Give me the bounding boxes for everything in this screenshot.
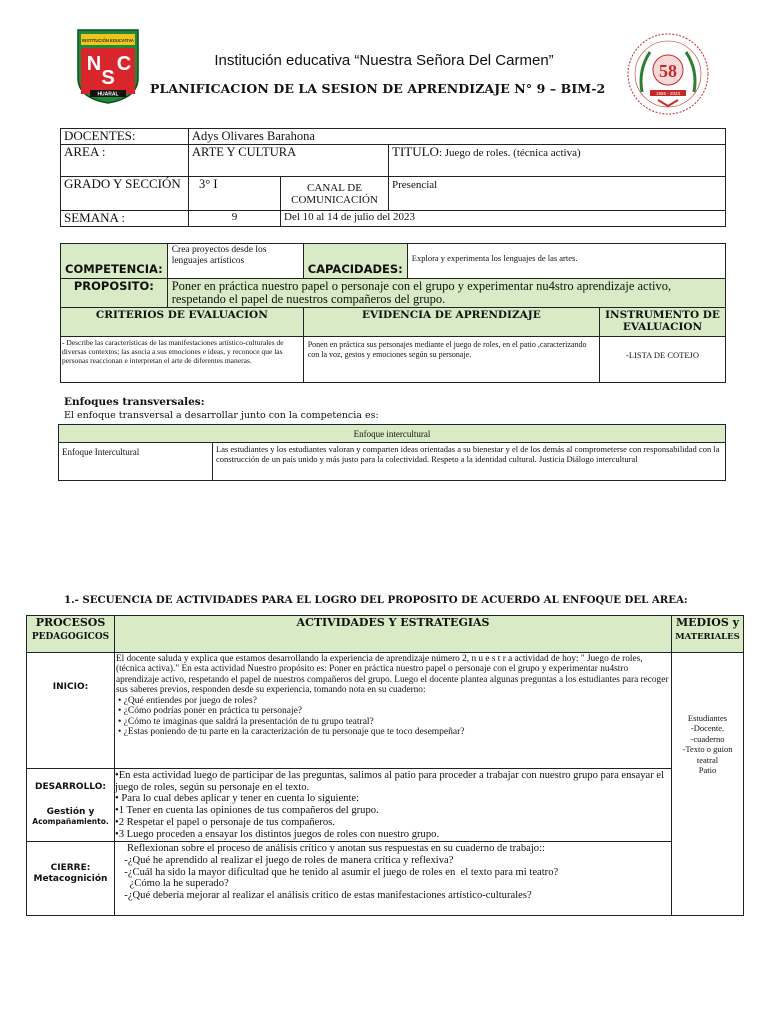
- medios-cell: [672, 653, 744, 916]
- logo-letter-s: S: [101, 67, 115, 89]
- desarrollo-item: • Para lo cual debes aplicar y tener en cuenta lo siguiente:: [115, 793, 360, 805]
- criterios-value: - Describe las características de las manifestaciones artístico-culturales de diversas contextos; las asocia a sus emociones e ideas, y reconoce que las personas reaccionan e interpretan el arte de diferentes maneras.: [61, 337, 304, 383]
- secuencia-table: [26, 615, 744, 916]
- medios-header-2: MATERIALES: [675, 631, 740, 642]
- anniversary-years: 1965 - 2023: [655, 91, 681, 96]
- enfoque-description: Las estudiantes y los estudiantes valoran y comparten ideas orientadas a su bienestar y el de los demás al comprometerse con responsabilidad con la construcción de un país unido y más justo para la colectividad. Respeto a la identidad cultural. Justicia Diálogo intercultural: [213, 443, 726, 481]
- inicio-intro: El docente saluda y explica que estamos desarrollando la experiencia de aprendizaje número 2, n u e s t r a actividad de hoy: " Juego de roles, (técnica activa)." En esta actividad Nuestro propósito es: Poner en práctica nuestro papel o personaje con el grupo y experimentar nu4stro aprendizaje activo, respetando el papel de nuestros compañeros del grupo. Luego el docente plantea algunas preguntas a los estudiantes para recoger sus saberes previos, responden desde su experiencia, tomando nota en su cuaderno:: [116, 654, 669, 696]
- desarrollo-item: •1 Tener en cuenta las opiniones de tus compañeros del grupo.: [115, 805, 379, 817]
- institution-name: Institución educativa “Nuestra Señora Del Carmen”: [214, 52, 554, 69]
- desarrollo-item: •3 Luego proceden a ensayar los distintos juegos de roles con nuestro grupo.: [115, 828, 440, 840]
- canal-label: CANAL DE COMUNICACIÓN: [281, 177, 389, 211]
- cierre-item: ¿Cómo la he superado?: [119, 878, 229, 890]
- criterios-header: CRITERIOS DE EVALUACION: [61, 308, 304, 337]
- medios-item: Patio: [698, 765, 717, 776]
- competencia-label: COMPETENCIA:: [61, 244, 168, 279]
- enfoques-subtitle: El enfoque transversal a desarrollar junto con la competencia es:: [64, 410, 379, 421]
- titulo-cell: [389, 145, 726, 177]
- procesos-header-1: PROCESOS: [35, 616, 106, 629]
- info-table: [60, 128, 726, 227]
- medios-item: -Docente.: [690, 723, 725, 734]
- semana-value: 9: [189, 211, 281, 227]
- anniversary-seal-logo: [620, 30, 716, 118]
- procesos-header-2: PEDAGOGICOS: [31, 631, 110, 642]
- inicio-item: • ¿Cómo te imaginas que saldrá la presentación de tu grupo teatral?: [118, 716, 374, 727]
- docentes-value: Adys Olivares Barahona: [189, 129, 726, 145]
- grado-label: GRADO Y SECCIÓN: [61, 177, 189, 211]
- desarrollo-item: •En esta actividad luego de participar de las preguntas, salimos al patio para proceder a trabajar con nuestro grupo para ensayar el juego de roles, según su personaje en el texto.: [115, 770, 665, 793]
- desarrollo-content: [115, 769, 672, 842]
- logo-letter-n: N: [86, 53, 102, 75]
- medios-header: [672, 616, 744, 653]
- instrumento-header: INSTRUMENTO DE EVALUACION: [600, 308, 726, 337]
- cierre-item: -¿Cuál ha sido la mayor dificultad que he tenido al asumir el juego de roles en el texto para mi teatro?: [119, 866, 559, 878]
- titulo-label: TITULO: [392, 144, 439, 159]
- proposito-label: PROPOSITO:: [61, 279, 168, 308]
- docentes-label: DOCENTES:: [61, 129, 189, 145]
- desarrollo-item: •2 Respetar el papel o personaje de tus compañeros.: [115, 816, 335, 828]
- plan-title: PLANIFICACION DE LA SESION DE APRENDIZAJE N° 9 – BIM-2: [150, 81, 606, 96]
- inicio-item: • ¿Cómo podrías poner en práctica tu personaje?: [118, 706, 303, 717]
- logo-band-text: INSTITUCIÓN EDUCATIVA: [82, 38, 134, 43]
- logo-letter-c: C: [116, 53, 132, 75]
- proposito-value: Poner en práctica nuestro papel o personaje con el grupo y experimentar nu4stro aprendizaje activo, respetando el papel de nuestros compañeros del grupo.: [167, 279, 725, 308]
- anniversary-number: 58: [659, 61, 677, 81]
- cierre-label-cell: [27, 842, 115, 916]
- inicio-content: [115, 653, 672, 769]
- evidencia-header: EVIDENCIA DE APRENDIZAJE: [303, 308, 599, 337]
- cierre-item: -¿Qué he aprendido al realizar el juego de roles de manera crítica y reflexiva?: [119, 854, 454, 866]
- cierre-label: CIERRE:: [50, 863, 91, 874]
- inicio-item: • ¿Estas poniendo de tu parte en la caracterización de tu personaje que te toco desempeñar?: [118, 727, 465, 738]
- evidencia-value: Ponen en práctica sus personajes mediante el juego de roles, en el patio ,caracterizando con la voz, gestos y emociones según su personaje.: [303, 337, 599, 383]
- cierre-content: [115, 842, 672, 916]
- inicio-item: • ¿Qué entiendes por juego de roles?: [118, 695, 257, 706]
- desarrollo-sub2: Acompañamiento.: [32, 817, 109, 827]
- actividades-header: ACTIVIDADES Y ESTRATEGIAS: [115, 616, 672, 653]
- enfoques-title: Enfoques transversales:: [64, 396, 205, 408]
- enfoque-table: [58, 424, 726, 481]
- medios-item: -cuaderno: [690, 733, 725, 744]
- logo-bottom-text: HUARAL: [97, 91, 119, 98]
- canal-value: Presencial: [389, 177, 726, 211]
- desarrollo-sub1: Gestión y: [46, 806, 95, 817]
- capacidades-label: CAPACIDADES:: [303, 244, 407, 279]
- medios-header-1: MEDIOS y: [676, 616, 739, 629]
- medios-item: Estudiantes: [687, 712, 728, 723]
- cierre-item: Reflexionan sobre el proceso de análisis crítico y anotan sus respuestas en su cuaderno de trabajo::: [119, 843, 545, 855]
- desarrollo-label-cell: [27, 769, 115, 842]
- medios-item: -Texto o guion teatral: [682, 744, 733, 765]
- competencia-value: Crea proyectos desde los lenguajes artísticos: [167, 244, 303, 279]
- competencia-table: [60, 243, 726, 383]
- procesos-header: [27, 616, 115, 653]
- cierre-item: -¿Qué debería mejorar al realizar el análisis crítico de estas manifestaciones artístico-culturales?: [119, 890, 532, 902]
- titulo-value: : Juego de roles. (técnica activa): [438, 147, 581, 159]
- area-label: AREA :: [61, 145, 189, 177]
- desarrollo-label: DESARROLLO:: [35, 782, 106, 793]
- fecha-value: Del 10 al 14 de julio del 2023: [281, 211, 726, 227]
- instrumento-value: -LISTA DE COTEJO: [600, 337, 726, 383]
- enfoque-name: Enfoque Intercultural: [59, 443, 213, 481]
- semana-label: SEMANA :: [61, 211, 189, 227]
- secuencia-title: 1.- SECUENCIA DE ACTIVIDADES PARA EL LOGRO DEL PROPOSITO DE ACUERDO AL ENFOQUE DEL AREA:: [64, 594, 688, 606]
- area-value: ARTE Y CULTURA: [189, 145, 389, 177]
- grado-value: 3° I: [189, 177, 281, 211]
- enfoque-table-head: Enfoque intercultural: [59, 425, 726, 443]
- capacidades-value: Explora y experimenta los lenguajes de las artes.: [407, 244, 725, 279]
- cierre-sub: Metacognición: [33, 873, 108, 884]
- inicio-label: INICIO:: [27, 653, 115, 769]
